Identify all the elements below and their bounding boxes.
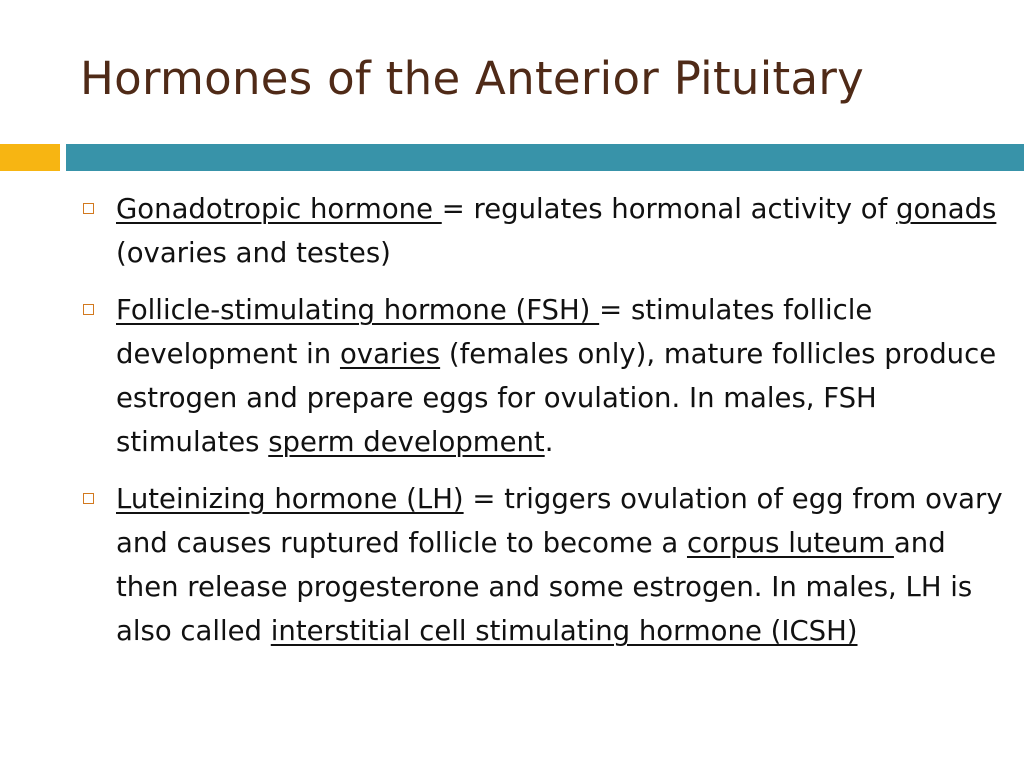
- square-bullet-icon: [83, 203, 94, 214]
- definition-text: = stimulates follicle development in: [116, 294, 873, 370]
- term-lh: Luteinizing hormone (LH): [116, 483, 464, 515]
- accent-bar-teal: [66, 144, 1024, 171]
- term-corpus-luteum: corpus luteum: [686, 527, 894, 559]
- definition-text: (ovaries and testes): [116, 237, 391, 269]
- bullet-list: [80, 187, 1010, 666]
- term-ovaries: ovaries: [339, 338, 441, 370]
- bullet-gonadotropic-hormone: [80, 187, 1010, 275]
- definition-text: .: [544, 426, 554, 458]
- square-bullet-icon: [83, 304, 94, 315]
- definition-text: (females only), mature follicles produce estrogen and prepare eggs for ovulation. In males, FSH stimulates: [116, 338, 997, 458]
- bullet-fsh: [80, 288, 1010, 464]
- bullet-lh: [80, 477, 1010, 653]
- slide-title: Hormones of the Anterior Pituitary: [80, 52, 865, 105]
- square-bullet-icon: [83, 493, 94, 504]
- term-gonads: gonads: [896, 193, 997, 225]
- term-sperm-development: sperm development: [268, 426, 545, 458]
- definition-text: = regulates hormonal activity of: [441, 193, 897, 225]
- term-gonadotropic-hormone: Gonadotropic hormone: [116, 193, 442, 225]
- accent-bar-orange: [0, 144, 60, 171]
- term-fsh: Follicle-stimulating hormone (FSH): [116, 294, 600, 326]
- term-icsh: interstitial cell stimulating hormone (ICSH): [270, 615, 858, 647]
- definition-text: = triggers ovulation of egg from ovary and causes ruptured follicle to become a: [116, 483, 1003, 559]
- definition-text: and then release progesterone and some estrogen. In males, LH is also called: [116, 527, 973, 647]
